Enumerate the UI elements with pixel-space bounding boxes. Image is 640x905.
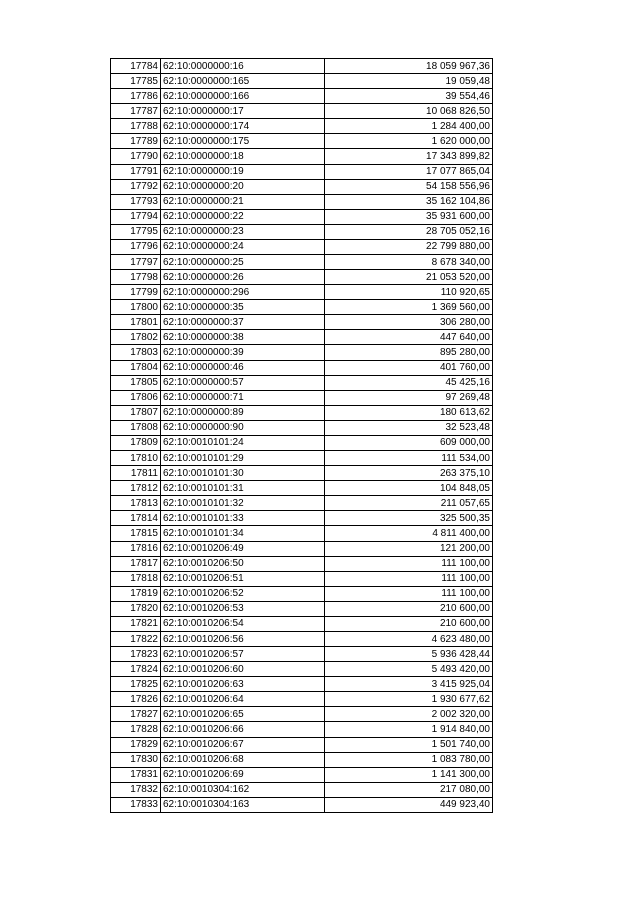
cadastral-number-cell: 62:10:0000000:89 xyxy=(161,405,325,420)
table-row xyxy=(111,104,493,119)
table-row xyxy=(111,405,493,420)
row-number-cell: 17795 xyxy=(111,224,161,239)
cadastral-number-cell: 62:10:0010206:49 xyxy=(161,541,325,556)
row-number-cell: 17832 xyxy=(111,782,161,797)
cadastral-number-cell: 62:10:0000000:37 xyxy=(161,315,325,330)
table-row xyxy=(111,767,493,782)
cadastral-number-cell: 62:10:0010101:33 xyxy=(161,511,325,526)
row-number-cell: 17799 xyxy=(111,285,161,300)
table-row xyxy=(111,797,493,812)
value-cell: 217 080,00 xyxy=(325,782,493,797)
row-number-cell: 17794 xyxy=(111,209,161,224)
table-row xyxy=(111,466,493,481)
table-row xyxy=(111,662,493,677)
table-row xyxy=(111,209,493,224)
cadastral-number-cell: 62:10:0000000:57 xyxy=(161,375,325,390)
cadastral-number-cell: 62:10:0010206:51 xyxy=(161,571,325,586)
table-row xyxy=(111,239,493,254)
value-cell: 28 705 052,16 xyxy=(325,224,493,239)
row-number-cell: 17815 xyxy=(111,526,161,541)
table-row xyxy=(111,571,493,586)
table-row xyxy=(111,692,493,707)
cadastral-number-cell: 62:10:0010101:29 xyxy=(161,451,325,466)
table-row xyxy=(111,119,493,134)
value-cell: 19 059,48 xyxy=(325,74,493,89)
row-number-cell: 17788 xyxy=(111,119,161,134)
row-number-cell: 17825 xyxy=(111,677,161,692)
cadastral-number-cell: 62:10:0010206:67 xyxy=(161,737,325,752)
table-row xyxy=(111,74,493,89)
row-number-cell: 17809 xyxy=(111,435,161,450)
table-row xyxy=(111,631,493,646)
table-row xyxy=(111,420,493,435)
table-row xyxy=(111,59,493,74)
table-row xyxy=(111,375,493,390)
table-row xyxy=(111,782,493,797)
table-row xyxy=(111,330,493,345)
row-number-cell: 17833 xyxy=(111,797,161,812)
cadastral-number-cell: 62:10:0010206:57 xyxy=(161,647,325,662)
value-cell: 45 425,16 xyxy=(325,375,493,390)
value-cell: 111 100,00 xyxy=(325,586,493,601)
cadastral-number-cell: 62:10:0000000:166 xyxy=(161,89,325,104)
cadastral-number-cell: 62:10:0010206:56 xyxy=(161,631,325,646)
table-row xyxy=(111,179,493,194)
value-cell: 8 678 340,00 xyxy=(325,255,493,270)
row-number-cell: 17810 xyxy=(111,451,161,466)
value-cell: 97 269,48 xyxy=(325,390,493,405)
value-cell: 17 077 865,04 xyxy=(325,164,493,179)
row-number-cell: 17800 xyxy=(111,300,161,315)
table-row xyxy=(111,224,493,239)
table-row xyxy=(111,360,493,375)
value-cell: 1 620 000,00 xyxy=(325,134,493,149)
table-row xyxy=(111,134,493,149)
table-row xyxy=(111,511,493,526)
table-row xyxy=(111,255,493,270)
table-row xyxy=(111,194,493,209)
value-cell: 1 369 560,00 xyxy=(325,300,493,315)
value-cell: 22 799 880,00 xyxy=(325,239,493,254)
value-cell: 1 083 780,00 xyxy=(325,752,493,767)
value-cell: 447 640,00 xyxy=(325,330,493,345)
row-number-cell: 17787 xyxy=(111,104,161,119)
table-row xyxy=(111,481,493,496)
cadastral-number-cell: 62:10:0000000:71 xyxy=(161,390,325,405)
row-number-cell: 17803 xyxy=(111,345,161,360)
cadastral-number-cell: 62:10:0000000:23 xyxy=(161,224,325,239)
row-number-cell: 17796 xyxy=(111,239,161,254)
table-row xyxy=(111,390,493,405)
table-row xyxy=(111,496,493,511)
value-cell: 18 059 967,36 xyxy=(325,59,493,74)
value-cell: 449 923,40 xyxy=(325,797,493,812)
cadastral-number-cell: 62:10:0010206:68 xyxy=(161,752,325,767)
table-row xyxy=(111,541,493,556)
row-number-cell: 17813 xyxy=(111,496,161,511)
cadastral-number-cell: 62:10:0000000:90 xyxy=(161,420,325,435)
row-number-cell: 17793 xyxy=(111,194,161,209)
cadastral-number-cell: 62:10:0000000:22 xyxy=(161,209,325,224)
table-row xyxy=(111,345,493,360)
row-number-cell: 17807 xyxy=(111,405,161,420)
value-cell: 1 930 677,62 xyxy=(325,692,493,707)
cadastral-number-cell: 62:10:0000000:20 xyxy=(161,179,325,194)
value-cell: 4 623 480,00 xyxy=(325,631,493,646)
cadastral-number-cell: 62:10:0000000:46 xyxy=(161,360,325,375)
table-row xyxy=(111,164,493,179)
value-cell: 32 523,48 xyxy=(325,420,493,435)
cadastral-number-cell: 62:10:0000000:16 xyxy=(161,59,325,74)
value-cell: 111 534,00 xyxy=(325,451,493,466)
value-cell: 306 280,00 xyxy=(325,315,493,330)
value-cell: 1 914 840,00 xyxy=(325,722,493,737)
row-number-cell: 17829 xyxy=(111,737,161,752)
row-number-cell: 17822 xyxy=(111,631,161,646)
row-number-cell: 17806 xyxy=(111,390,161,405)
cadastral-number-cell: 62:10:0010101:30 xyxy=(161,466,325,481)
value-cell: 5 936 428,44 xyxy=(325,647,493,662)
value-cell: 1 501 740,00 xyxy=(325,737,493,752)
cadastral-number-cell: 62:10:0010206:63 xyxy=(161,677,325,692)
cadastral-number-cell: 62:10:0010206:53 xyxy=(161,601,325,616)
row-number-cell: 17827 xyxy=(111,707,161,722)
cadastral-number-cell: 62:10:0010101:32 xyxy=(161,496,325,511)
cadastral-number-cell: 62:10:0000000:18 xyxy=(161,149,325,164)
cadastral-number-cell: 62:10:0010304:162 xyxy=(161,782,325,797)
cadastral-value-table xyxy=(110,58,493,813)
row-number-cell: 17789 xyxy=(111,134,161,149)
row-number-cell: 17785 xyxy=(111,74,161,89)
row-number-cell: 17816 xyxy=(111,541,161,556)
value-cell: 5 493 420,00 xyxy=(325,662,493,677)
table-row xyxy=(111,149,493,164)
cadastral-number-cell: 62:10:0000000:174 xyxy=(161,119,325,134)
table-row xyxy=(111,677,493,692)
cadastral-number-cell: 62:10:0010206:50 xyxy=(161,556,325,571)
cadastral-number-cell: 62:10:0000000:35 xyxy=(161,300,325,315)
cadastral-number-cell: 62:10:0010206:60 xyxy=(161,662,325,677)
value-cell: 54 158 556,96 xyxy=(325,179,493,194)
value-cell: 39 554,46 xyxy=(325,89,493,104)
row-number-cell: 17784 xyxy=(111,59,161,74)
row-number-cell: 17821 xyxy=(111,616,161,631)
value-cell: 17 343 899,82 xyxy=(325,149,493,164)
row-number-cell: 17792 xyxy=(111,179,161,194)
table-row xyxy=(111,451,493,466)
value-cell: 325 500,35 xyxy=(325,511,493,526)
table-row xyxy=(111,285,493,300)
value-cell: 211 057,65 xyxy=(325,496,493,511)
value-cell: 263 375,10 xyxy=(325,466,493,481)
cadastral-number-cell: 62:10:0010206:52 xyxy=(161,586,325,601)
row-number-cell: 17811 xyxy=(111,466,161,481)
row-number-cell: 17814 xyxy=(111,511,161,526)
row-number-cell: 17818 xyxy=(111,571,161,586)
value-cell: 2 002 320,00 xyxy=(325,707,493,722)
row-number-cell: 17824 xyxy=(111,662,161,677)
table-row xyxy=(111,556,493,571)
cadastral-number-cell: 62:10:0010101:34 xyxy=(161,526,325,541)
table-row xyxy=(111,300,493,315)
table-row xyxy=(111,586,493,601)
value-cell: 111 100,00 xyxy=(325,556,493,571)
table-row xyxy=(111,722,493,737)
row-number-cell: 17823 xyxy=(111,647,161,662)
table-row xyxy=(111,435,493,450)
cadastral-number-cell: 62:10:0000000:25 xyxy=(161,255,325,270)
row-number-cell: 17801 xyxy=(111,315,161,330)
table-row xyxy=(111,601,493,616)
row-number-cell: 17830 xyxy=(111,752,161,767)
value-cell: 10 068 826,50 xyxy=(325,104,493,119)
cadastral-number-cell: 62:10:0010206:69 xyxy=(161,767,325,782)
row-number-cell: 17819 xyxy=(111,586,161,601)
cadastral-number-cell: 62:10:0000000:24 xyxy=(161,239,325,254)
row-number-cell: 17826 xyxy=(111,692,161,707)
cadastral-number-cell: 62:10:0010206:65 xyxy=(161,707,325,722)
row-number-cell: 17790 xyxy=(111,149,161,164)
value-cell: 180 613,62 xyxy=(325,405,493,420)
row-number-cell: 17798 xyxy=(111,270,161,285)
value-cell: 210 600,00 xyxy=(325,616,493,631)
value-cell: 4 811 400,00 xyxy=(325,526,493,541)
value-cell: 1 284 400,00 xyxy=(325,119,493,134)
table-row xyxy=(111,737,493,752)
table-row xyxy=(111,526,493,541)
cadastral-number-cell: 62:10:0000000:21 xyxy=(161,194,325,209)
cadastral-number-cell: 62:10:0000000:26 xyxy=(161,270,325,285)
table-row xyxy=(111,616,493,631)
row-number-cell: 17831 xyxy=(111,767,161,782)
cadastral-number-cell: 62:10:0010206:54 xyxy=(161,616,325,631)
cadastral-number-cell: 62:10:0010206:64 xyxy=(161,692,325,707)
row-number-cell: 17805 xyxy=(111,375,161,390)
value-cell: 401 760,00 xyxy=(325,360,493,375)
value-cell: 1 141 300,00 xyxy=(325,767,493,782)
cadastral-number-cell: 62:10:0010206:66 xyxy=(161,722,325,737)
row-number-cell: 17812 xyxy=(111,481,161,496)
row-number-cell: 17808 xyxy=(111,420,161,435)
value-cell: 111 100,00 xyxy=(325,571,493,586)
table-row xyxy=(111,89,493,104)
row-number-cell: 17802 xyxy=(111,330,161,345)
cadastral-number-cell: 62:10:0000000:165 xyxy=(161,74,325,89)
row-number-cell: 17820 xyxy=(111,601,161,616)
cadastral-number-cell: 62:10:0010304:163 xyxy=(161,797,325,812)
table-row xyxy=(111,315,493,330)
cadastral-number-cell: 62:10:0000000:296 xyxy=(161,285,325,300)
row-number-cell: 17804 xyxy=(111,360,161,375)
table-row xyxy=(111,647,493,662)
table-row xyxy=(111,270,493,285)
row-number-cell: 17786 xyxy=(111,89,161,104)
cadastral-number-cell: 62:10:0000000:38 xyxy=(161,330,325,345)
row-number-cell: 17797 xyxy=(111,255,161,270)
row-number-cell: 17817 xyxy=(111,556,161,571)
value-cell: 21 053 520,00 xyxy=(325,270,493,285)
table-row xyxy=(111,752,493,767)
value-cell: 609 000,00 xyxy=(325,435,493,450)
cadastral-number-cell: 62:10:0000000:39 xyxy=(161,345,325,360)
table-body xyxy=(111,59,493,813)
row-number-cell: 17828 xyxy=(111,722,161,737)
value-cell: 121 200,00 xyxy=(325,541,493,556)
value-cell: 35 162 104,86 xyxy=(325,194,493,209)
cadastral-number-cell: 62:10:0000000:17 xyxy=(161,104,325,119)
cadastral-number-cell: 62:10:0000000:19 xyxy=(161,164,325,179)
cadastral-number-cell: 62:10:0010101:24 xyxy=(161,435,325,450)
value-cell: 104 848,05 xyxy=(325,481,493,496)
value-cell: 895 280,00 xyxy=(325,345,493,360)
table-row xyxy=(111,707,493,722)
cadastral-number-cell: 62:10:0010101:31 xyxy=(161,481,325,496)
row-number-cell: 17791 xyxy=(111,164,161,179)
value-cell: 210 600,00 xyxy=(325,601,493,616)
value-cell: 110 920,65 xyxy=(325,285,493,300)
value-cell: 35 931 600,00 xyxy=(325,209,493,224)
value-cell: 3 415 925,04 xyxy=(325,677,493,692)
cadastral-number-cell: 62:10:0000000:175 xyxy=(161,134,325,149)
